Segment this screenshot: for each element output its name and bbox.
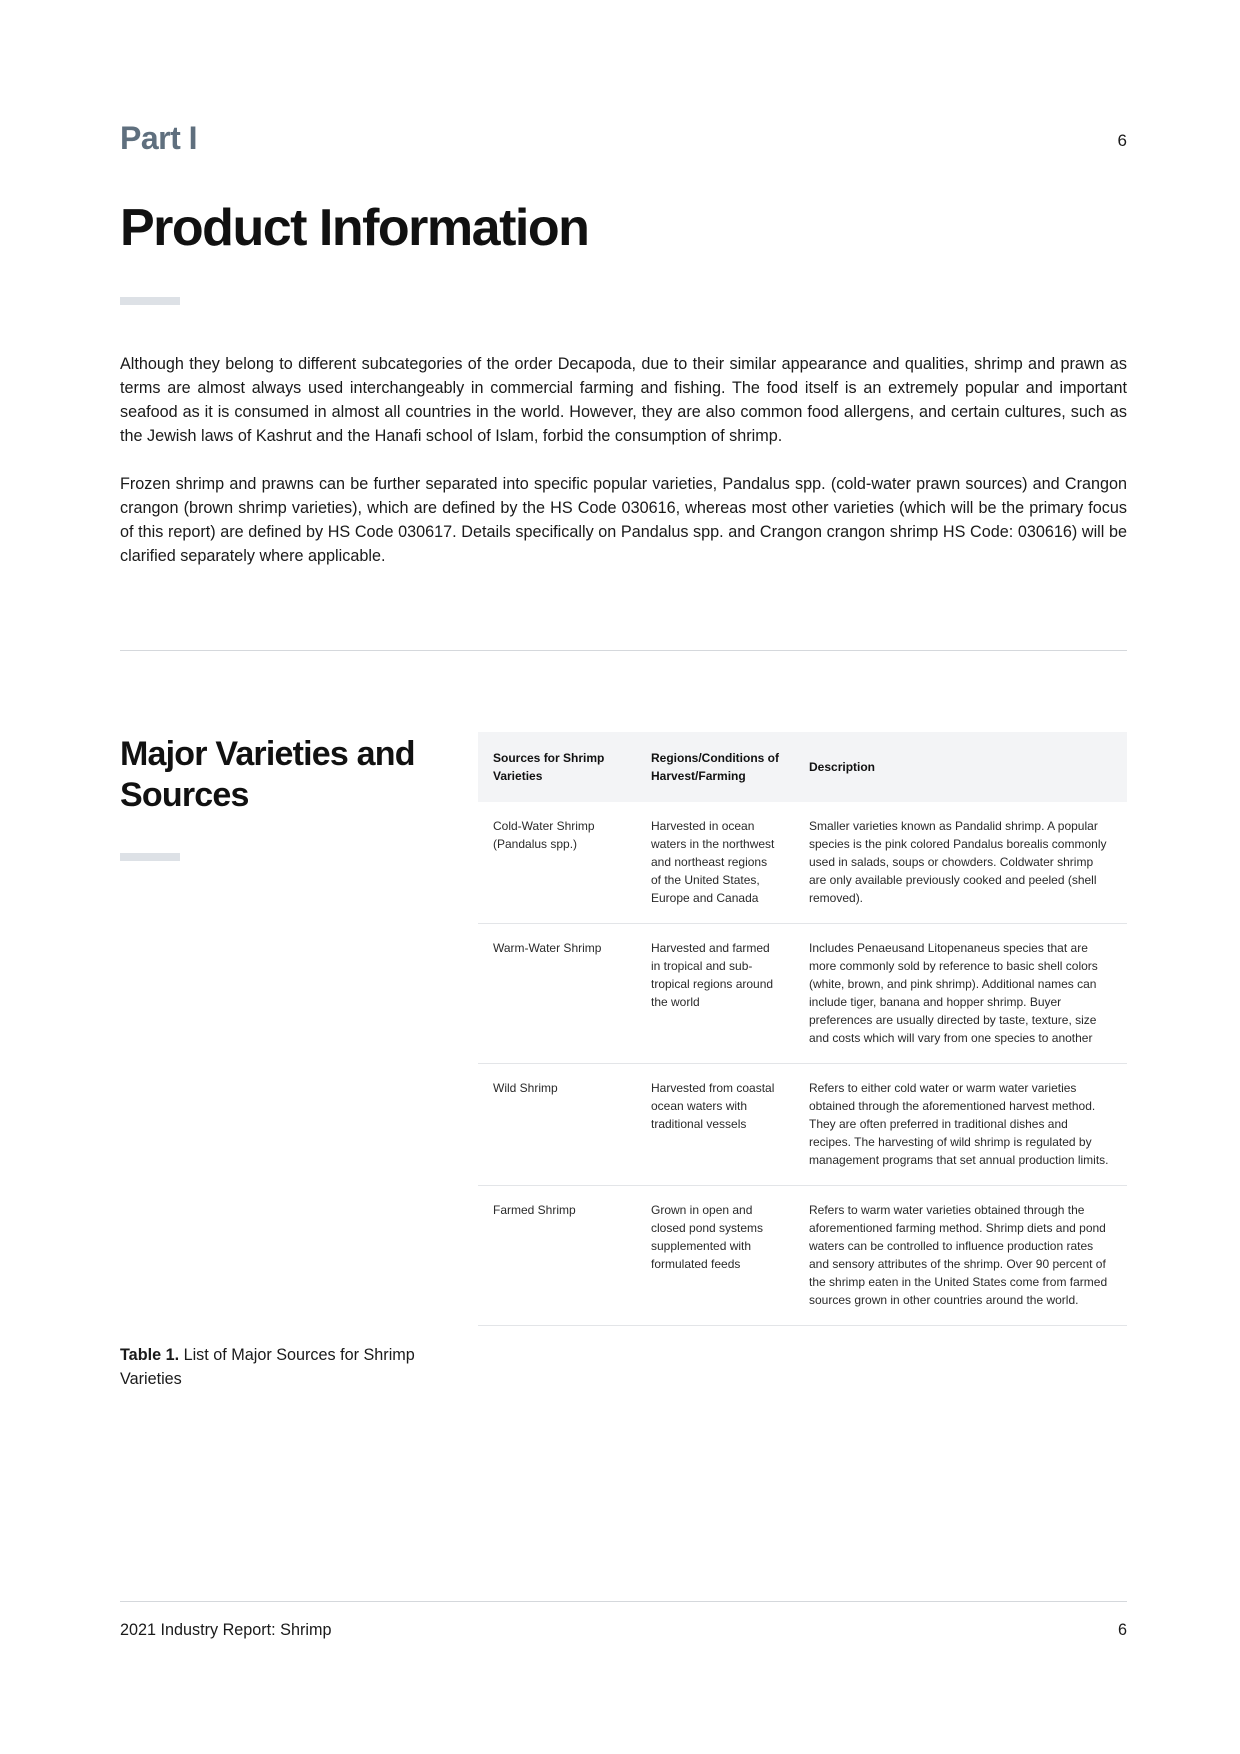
footer-page-number: 6 (1117, 1621, 1127, 1639)
description-cell: Includes Penaeusand Litopenaneus species that are more commonly sold by reference to basic shell colors (white, brown, and pink shrimp). Additional names can include tiger, banana and hopper shrimp. Buyer preferences are usually directed by taste, texture, size and costs which will vary from one species to another (794, 924, 1127, 1064)
region-cell: Harvested in ocean waters in the northwest and northeast regions of the United States, Europe and Canada (636, 802, 794, 924)
description-cell: Refers to either cold water or warm water varieties obtained through the aforementioned harvest method. They are often preferred in traditional dishes and recipes. The harvesting of wild shrimp is regulated by management programs that set annual production limits. (794, 1064, 1127, 1186)
intro-text (120, 352, 1127, 592)
source-cell: Cold-Water Shrimp (Pandalus spp.) (478, 802, 636, 924)
region-cell: Grown in open and closed pond systems supplemented with formulated feeds (636, 1186, 794, 1326)
footer-report-title: 2021 Industry Report: Shrimp (120, 1621, 332, 1639)
column-header: Regions/Conditions of Harvest/Farming (636, 732, 794, 802)
section-divider (120, 650, 1127, 651)
section-accent-bar (120, 853, 180, 861)
table-caption (120, 1343, 420, 1391)
intro-paragraph: Although they belong to different subcategories of the order Decapoda, due to their similar appearance and qualities, shrimp and prawn as terms are almost always used interchangeably in commercial farming and fishing. The food itself is an extremely popular and important seafood as it is consumed in almost all countries in the world. However, they are also common food allergens, and certain cultures, such as the Jewish laws of Kashrut and the Hanafi school of Islam, forbid the consumption of shrimp. (120, 355, 1127, 445)
table-row (478, 1064, 1127, 1186)
varieties-table (478, 732, 1127, 1326)
description-cell: Smaller varieties known as Pandalid shrimp. A popular species is the pink colored Pandalus borealis commonly used in salads, soups or chowders. Coldwater shrimp are only available previously cooked and peeled (shell removed). (794, 802, 1127, 924)
title-accent-bar (120, 297, 180, 305)
region-cell: Harvested from coastal ocean waters with traditional vessels (636, 1064, 794, 1186)
table-row (478, 1186, 1127, 1326)
source-cell: Farmed Shrimp (478, 1186, 636, 1326)
source-cell: Wild Shrimp (478, 1064, 636, 1186)
table-header-row (478, 732, 1127, 802)
section-title: Major Varieties and Sources (120, 735, 415, 814)
column-header: Description (794, 732, 1127, 802)
page-number-top: 6 (1117, 131, 1127, 150)
table-row (478, 802, 1127, 924)
column-header: Sources for Shrimp Varieties (478, 732, 636, 802)
description-cell: Refers to warm water varieties obtained through the aforementioned farming method. Shrimp diets and pond waters can be controlled to influence production rates and sensory attributes of the shrimp. Over 90 percent of the shrimp eaten in the United States come from farmed sources grown in other countries around the world. (794, 1186, 1127, 1326)
table-caption-text: List of Major Sources for Shrimp Varieties (120, 1346, 415, 1388)
page-title: Product Information (120, 199, 589, 257)
table-row (478, 924, 1127, 1064)
region-cell: Harvested and farmed in tropical and sub-tropical regions around the world (636, 924, 794, 1064)
part-label: Part I (120, 120, 198, 156)
table-caption-label: Table 1. (120, 1346, 180, 1364)
source-cell: Warm-Water Shrimp (478, 924, 636, 1064)
intro-paragraph: Frozen shrimp and prawns can be further separated into specific popular varieties, Pandalus spp. (cold-water prawn sources) and Crangon crangon (brown shrimp varieties), which are defined by the HS Code 030616, whereas most other varieties (which will be the primary focus of this report) are defined by HS Code 030617. Details specifically on Pandalus spp. and Crangon crangon shrimp HS Code: 030616) will be clarified separately where applicable. (120, 475, 1127, 565)
footer-divider (120, 1601, 1127, 1602)
